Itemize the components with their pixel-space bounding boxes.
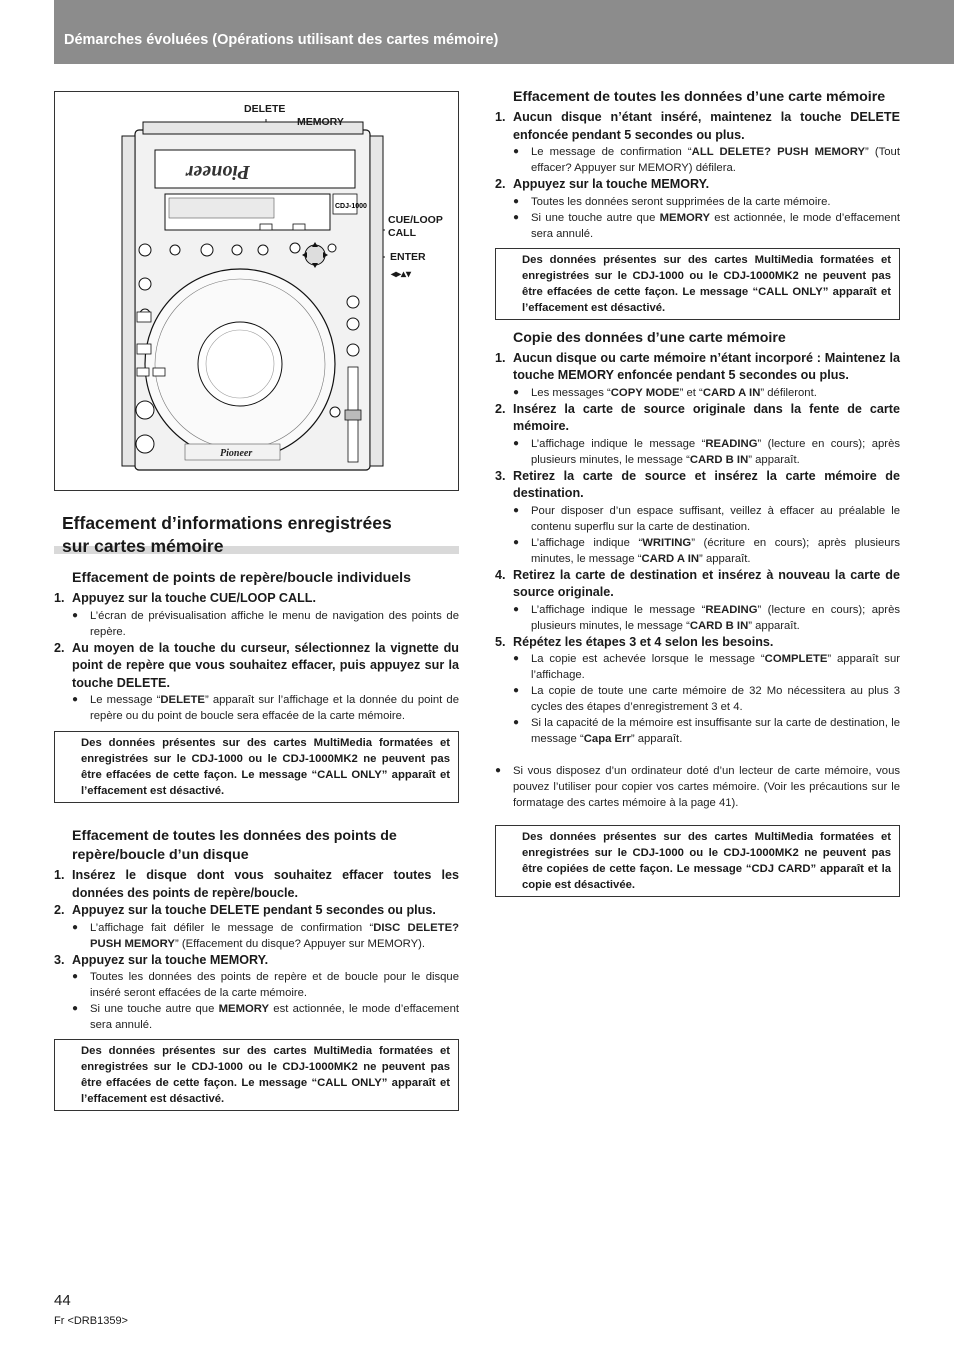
bullet-text — [531, 602, 900, 634]
top-brand-mirrored: Pioneer — [185, 161, 250, 183]
text-run: ” défileront. — [760, 386, 817, 399]
bullet-text — [531, 210, 900, 242]
text-run: Les messages “ — [531, 386, 611, 399]
text-run: Le message de confirmation “ — [531, 146, 692, 158]
text-run: L’affichage fait défiler le message de confirmation “ — [90, 921, 374, 934]
bullet-text: Toutes les données des points de repère et de boucle pour le disque inséré seront effacées de la carte mémoire. — [90, 971, 459, 999]
bullet-item — [513, 385, 900, 401]
text-run-bold: CARD B IN — [689, 619, 749, 632]
step — [495, 634, 900, 652]
bullet-item — [72, 1001, 459, 1033]
text-run-bold: DELETE — [160, 694, 205, 706]
label-call: CALL — [388, 227, 416, 239]
bullet-dot-icon: ● — [495, 765, 502, 776]
bullet-dot-icon: ● — [513, 653, 520, 664]
subsection-title-individual: Effacement de points de repère/boucle individuels — [72, 570, 412, 586]
bullet-text — [531, 651, 900, 683]
bullet-text — [90, 920, 459, 952]
bullet-dot-icon: ● — [513, 603, 520, 615]
section-title-line2: sur cartes mémoire — [62, 536, 224, 556]
step — [54, 902, 459, 920]
bullet-item — [513, 715, 900, 747]
note-box: Des données présentes sur des cartes MultiMedia formatées et enregistrées sur le CDJ-1000 ou le CDJ-1000MK2 ne peuvent pas être effacées de cette façon. Le message “CALL ONLY” apparaît et l’effacement est désactivé. — [54, 1039, 459, 1111]
section-title — [62, 512, 459, 558]
bullet-text — [90, 692, 459, 724]
step — [54, 640, 459, 693]
text-run: ” apparaît sur l’affichage et la donnée du point de repère ou du point de boucle sera effacée de la carte mémoire. — [90, 694, 459, 722]
bullet-item — [72, 608, 459, 640]
note-box: Des données présentes sur des cartes MultiMedia formatées et enregistrées sur le CDJ-1000 ou le CDJ-1000MK2 ne peuvent pas être effacées de cette façon. Le message “CALL ONLY” apparaît et l’effacement est désactivé. — [54, 731, 459, 803]
step — [495, 109, 900, 144]
text-run-bold: MEMORY — [218, 1003, 270, 1015]
step — [54, 590, 459, 608]
step-number: 2. — [495, 401, 506, 416]
bullet-text: La copie de toute une carte mémoire de 32 Mo nécessitera au plus 3 cycles des étapes d’enregistrement 3 et 4. — [531, 685, 900, 713]
step-number: 1. — [495, 350, 506, 365]
text-run: ” (écriture en cours); après plusieurs minutes, le message “ — [531, 536, 900, 565]
text-run: L’affichage indique le message “ — [531, 603, 706, 616]
bullet-item — [72, 969, 459, 1001]
step-text: Répétez les étapes 3 et 4 selon les besoins. — [513, 634, 774, 649]
text-run: L’affichage indique le message “ — [531, 437, 706, 450]
step-text: Au moyen de la touche du curseur, sélectionnez la vignette du point de repère que vous souhaitez effacer, puis appuyez sur la touche DELETE. — [72, 640, 459, 690]
label-delete: DELETE — [244, 103, 286, 115]
bullet-text — [531, 535, 900, 567]
bullet-item — [72, 692, 459, 724]
model-label: CDJ-1000 — [335, 203, 367, 210]
step — [54, 952, 459, 970]
bullet-text — [531, 385, 900, 401]
step-text: Aucun disque ou carte mémoire n’étant incorporé : Maintenez la touche MEMORY enfoncée pendant 5 secondes ou plus. — [513, 350, 900, 382]
bullet-text — [531, 144, 900, 176]
bullet-dot-icon: ● — [513, 717, 520, 728]
step-number: 1. — [495, 110, 506, 124]
section-title-line1: Effacement d’informations enregistrées — [62, 513, 392, 533]
text-run: est actionnée, le mode d’effacement sera annulé. — [90, 1003, 459, 1031]
step — [495, 468, 900, 503]
step-number: 4. — [495, 567, 506, 582]
step-text: Appuyez sur la touche CUE/LOOP CALL. — [72, 591, 316, 605]
text-run: La copie est achevée lorsque le message “ — [531, 653, 765, 665]
step-text: Retirez la carte de source et insérez la carte mémoire de destination. — [513, 468, 900, 500]
step-number: 2. — [495, 177, 506, 191]
note-box: Des données présentes sur des cartes MultiMedia formatées et enregistrées sur le CDJ-1000 ou le CDJ-1000MK2 ne peuvent pas être effacées de cette façon. Le message “CALL ONLY” apparaît et l’effacement est désactivé. — [495, 248, 900, 320]
bullet-item — [513, 210, 900, 242]
bullet-dot-icon: ● — [513, 437, 520, 449]
right-column — [495, 88, 900, 897]
bullet-dot-icon: ● — [513, 386, 520, 398]
step-text: Appuyez sur la touche DELETE pendant 5 secondes ou plus. — [72, 903, 436, 917]
text-run-bold: COPY MODE — [610, 386, 680, 399]
step-text: Retirez la carte de destination et insérez à nouveau la carte de source originale. — [513, 567, 900, 599]
subsection-title-disc: Effacement de toutes les données des points de repère/boucle d’un disque — [72, 828, 397, 863]
step — [495, 176, 900, 194]
text-run-bold: MEMORY — [659, 211, 711, 224]
bullet-dot-icon: ● — [513, 504, 520, 516]
step-number: 3. — [495, 468, 506, 483]
bullet-dot-icon: ● — [72, 609, 79, 621]
text-run-bold: CARD B IN — [689, 453, 749, 466]
text-run: ” (lecture en cours); après plusieurs minutes, le message “ — [531, 603, 900, 632]
text-run-bold: CARD A IN — [641, 552, 700, 565]
left-column — [54, 512, 459, 1111]
step — [495, 350, 900, 385]
step-text: Aucun disque n’étant inséré, maintenez la touche DELETE enfoncée pendant 5 secondes ou plus. — [513, 110, 900, 142]
bullet-text — [531, 436, 900, 468]
step-text: Appuyez sur la touche MEMORY. — [513, 177, 710, 191]
text-run: L’affichage indique “ — [531, 536, 643, 549]
step-text: Insérez la carte de source originale dans la fente de carte mémoire. — [513, 401, 900, 433]
bullet-dot-icon: ● — [513, 536, 520, 548]
text-run-bold: DISC DELETE? PUSH MEMORY — [90, 921, 460, 950]
text-run: est actionnée, le mode d’effacement sera annulé. — [531, 211, 900, 240]
bullet-item — [513, 651, 900, 683]
bullet-dot-icon: ● — [513, 211, 520, 223]
step-number: 5. — [495, 634, 506, 649]
bullet-item — [513, 602, 900, 634]
step-number: 3. — [54, 952, 65, 967]
step — [495, 401, 900, 436]
text-run-bold: WRITING — [642, 536, 692, 549]
cdj-device-illustration — [55, 92, 460, 492]
step-text: Appuyez sur la touche MEMORY. — [72, 952, 269, 967]
step — [495, 567, 900, 602]
bullet-dot-icon: ● — [72, 1003, 79, 1014]
label-arrows: ◂▸▴▾ — [391, 269, 412, 280]
text-run: ” apparaît sur l’affichage. — [531, 653, 900, 681]
subsection-title-card-erase: Effacement de toutes les données d’une carte mémoire — [513, 89, 886, 105]
note-box: Des données présentes sur des cartes MultiMedia formatées et enregistrées sur le CDJ-1000 ou le CDJ-1000MK2 ne peuvent pas être copiées de cette façon. Le message “CDJ CARD” apparaît et la copie est désactivée. — [495, 825, 900, 897]
text-run: Si la capacité de la mémoire est insuffisante sur la carte de destination, le message “ — [531, 717, 900, 745]
bullet-dot-icon: ● — [72, 694, 79, 705]
bullet-item — [513, 144, 900, 176]
bullet-text: L’écran de prévisualisation affiche le menu de navigation des points de repère. — [90, 609, 459, 638]
text-run-bold: Capa Err — [583, 733, 631, 745]
bullet-dot-icon: ● — [513, 195, 520, 207]
step-number: 2. — [54, 640, 65, 655]
step-number: 2. — [54, 903, 65, 917]
text-run: ” (Effacement du disque? Appuyer sur MEMORY). — [174, 937, 426, 950]
header-title: Démarches évoluées (Opérations utilisant des cartes mémoire) — [64, 32, 499, 48]
bullet-item-general — [495, 763, 900, 811]
device-figure — [54, 91, 459, 491]
bullet-item — [513, 535, 900, 567]
bullet-text — [531, 715, 900, 747]
subsection-title-card-copy: Copie des données d’une carte mémoire — [513, 329, 786, 346]
bullet-item — [513, 683, 900, 715]
text-run: ” apparaît. — [699, 552, 751, 565]
bullet-dot-icon: ● — [513, 146, 520, 157]
bullet-dot-icon: ● — [72, 971, 79, 982]
step-number: 1. — [54, 591, 65, 605]
page-code: Fr <DRB1359> — [54, 1315, 128, 1327]
page-number: 44 — [54, 1292, 71, 1309]
bullet-text: Toutes les données seront supprimées de la carte mémoire. — [531, 195, 831, 208]
text-run: ” apparaît. — [748, 453, 800, 466]
text-run: ” apparaît. — [630, 733, 683, 745]
bullet-item — [513, 194, 900, 210]
text-run: ” et “ — [679, 386, 703, 399]
bullet-text: Si vous disposez d’un ordinateur doté d’un lecteur de carte mémoire, vous pouvez l’utiliser pour copier vos cartes mémoire. (Voir les précautions sur le formatage des cartes mémoire à la page 41). — [513, 765, 900, 809]
label-cue-loop: CUE/LOOP — [388, 214, 443, 226]
text-run-bold: ALL DELETE? PUSH MEMORY — [691, 146, 865, 158]
bullet-dot-icon: ● — [513, 685, 520, 696]
text-run: Le message “ — [90, 694, 161, 706]
label-memory: MEMORY — [297, 116, 344, 128]
bullet-dot-icon: ● — [72, 921, 79, 933]
text-run: ” apparaît. — [748, 619, 800, 632]
text-run: ” (Tout effacer? Appuyer sur MEMORY) défilera. — [531, 146, 900, 174]
text-run-bold: CARD A IN — [702, 386, 761, 399]
text-run-bold: READING — [705, 437, 758, 450]
bullet-item — [513, 436, 900, 468]
header-band — [54, 0, 954, 64]
bullet-item — [513, 503, 900, 535]
bullet-text: Pour disposer d’un espace suffisant, veillez à effacer au préalable le contenu superflu sur la carte de destination. — [531, 504, 900, 533]
bullet-text — [90, 1001, 459, 1033]
bullet-item — [72, 920, 459, 952]
step — [54, 867, 459, 902]
text-run-bold: COMPLETE — [764, 653, 828, 665]
step-text: Insérez le disque dont vous souhaitez effacer toutes les données des points de repère/boucle. — [72, 868, 459, 900]
bottom-brand: Pioneer — [220, 448, 253, 459]
step-number: 1. — [54, 868, 65, 882]
text-run: ” (lecture en cours); après plusieurs minutes, le message “ — [531, 437, 900, 466]
label-enter: ENTER — [390, 251, 426, 263]
text-run: Si une touche autre que — [531, 211, 660, 224]
text-run-bold: READING — [705, 603, 758, 616]
text-run: Si une touche autre que — [90, 1003, 219, 1015]
